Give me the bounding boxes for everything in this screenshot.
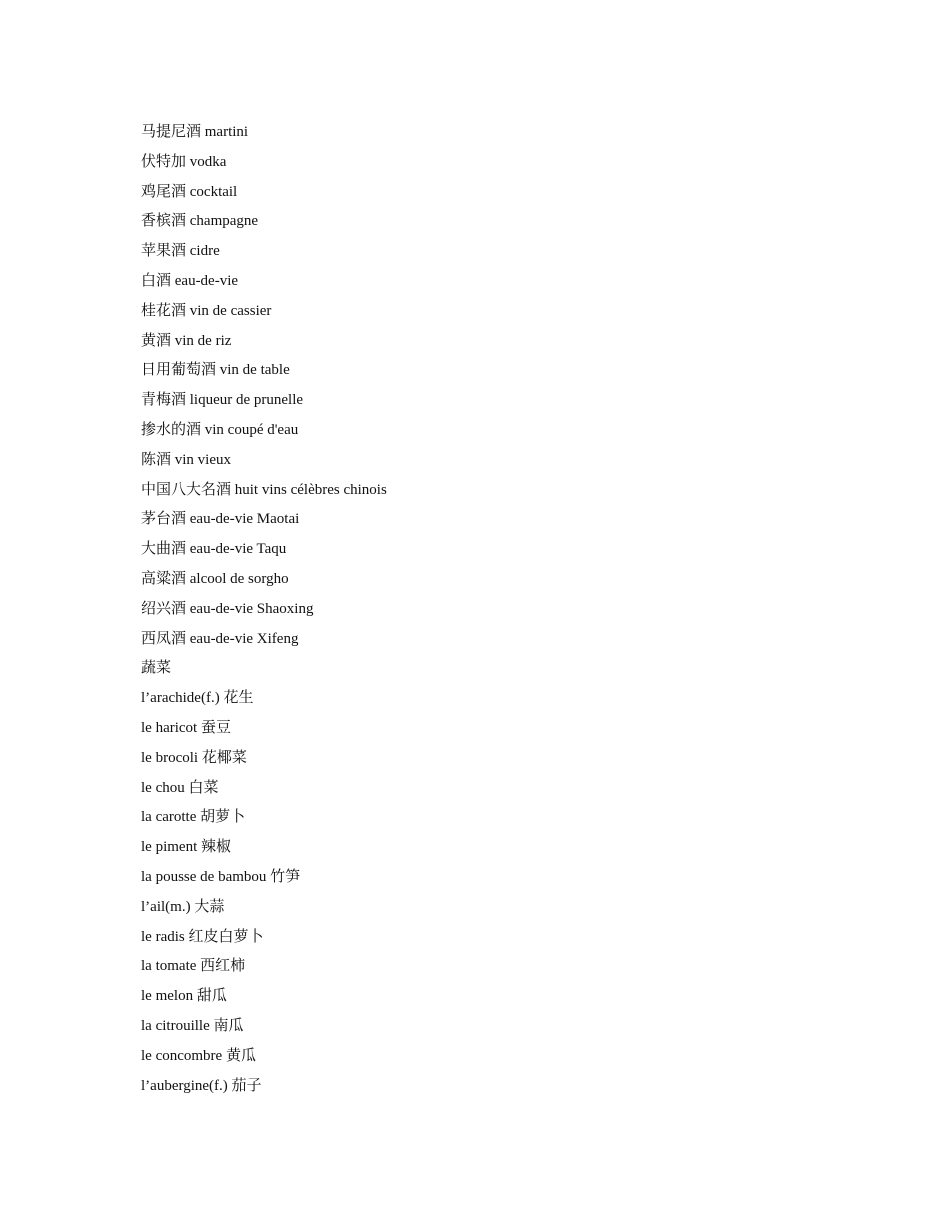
vocab-line: 日用葡萄酒 vin de table <box>141 362 290 379</box>
vocab-line: le haricot 蚕豆 <box>141 719 231 736</box>
vocab-line: 白酒 eau-de-vie <box>141 272 239 289</box>
vocab-line: l’arachide(f.) 花生 <box>141 690 254 707</box>
vocab-line: 桂花酒 vin de cassier <box>141 302 272 319</box>
vocab-line: l’aubergine(f.) 茄子 <box>141 1077 262 1094</box>
vocab-line: 马提尼酒 martini <box>141 124 249 140</box>
vocab-line: la carotte 胡萝卜 <box>141 809 246 826</box>
section-heading: 蔬菜 <box>141 660 172 677</box>
vocab-line: l’ail(m.) 大蒜 <box>141 898 225 915</box>
vocab-line: le radis 红皮白萝卜 <box>141 928 264 945</box>
vocab-line: le brocoli 花椰菜 <box>141 749 247 766</box>
vocab-line: 绍兴酒 eau-de-vie Shaoxing <box>141 600 314 617</box>
vocab-line: 鸡尾酒 cocktail <box>141 183 238 200</box>
vocab-line: la tomate 西红柿 <box>141 958 246 975</box>
vocab-line: le concombre 黄瓜 <box>141 1047 256 1064</box>
vocab-line: la pousse de bambou 竹笋 <box>141 868 301 885</box>
vocab-line: 掺水的酒 vin coupé d'eau <box>141 421 299 438</box>
vocab-line: 大曲酒 eau-de-vie Taqu <box>141 541 287 558</box>
vocab-line: la citrouille 南瓜 <box>141 1017 244 1034</box>
vocab-line: le chou 白菜 <box>141 779 219 796</box>
vocab-line: 中国八大名酒 huit vins célèbres chinois <box>141 481 387 498</box>
vocab-line: 陈酒 vin vieux <box>141 451 231 468</box>
vocab-line: le melon 甜瓜 <box>141 988 227 1005</box>
vocab-line: 高粱酒 alcool de sorgho <box>141 570 289 587</box>
vocab-line: 茅台酒 eau-de-vie Maotai <box>141 511 300 528</box>
vocabulary-list <box>141 119 387 1102</box>
vocab-line: 苹果酒 cidre <box>141 243 220 260</box>
vocab-line: 伏特加 vodka <box>141 153 227 170</box>
vocab-line: 西凤酒 eau-de-vie Xifeng <box>141 630 299 647</box>
vocab-line: 香槟酒 champagne <box>141 213 259 230</box>
vocab-line: 青梅酒 liqueur de prunelle <box>141 392 304 409</box>
vocab-line: 黄酒 vin de riz <box>141 332 232 349</box>
vocab-line: le piment 辣椒 <box>141 839 231 856</box>
